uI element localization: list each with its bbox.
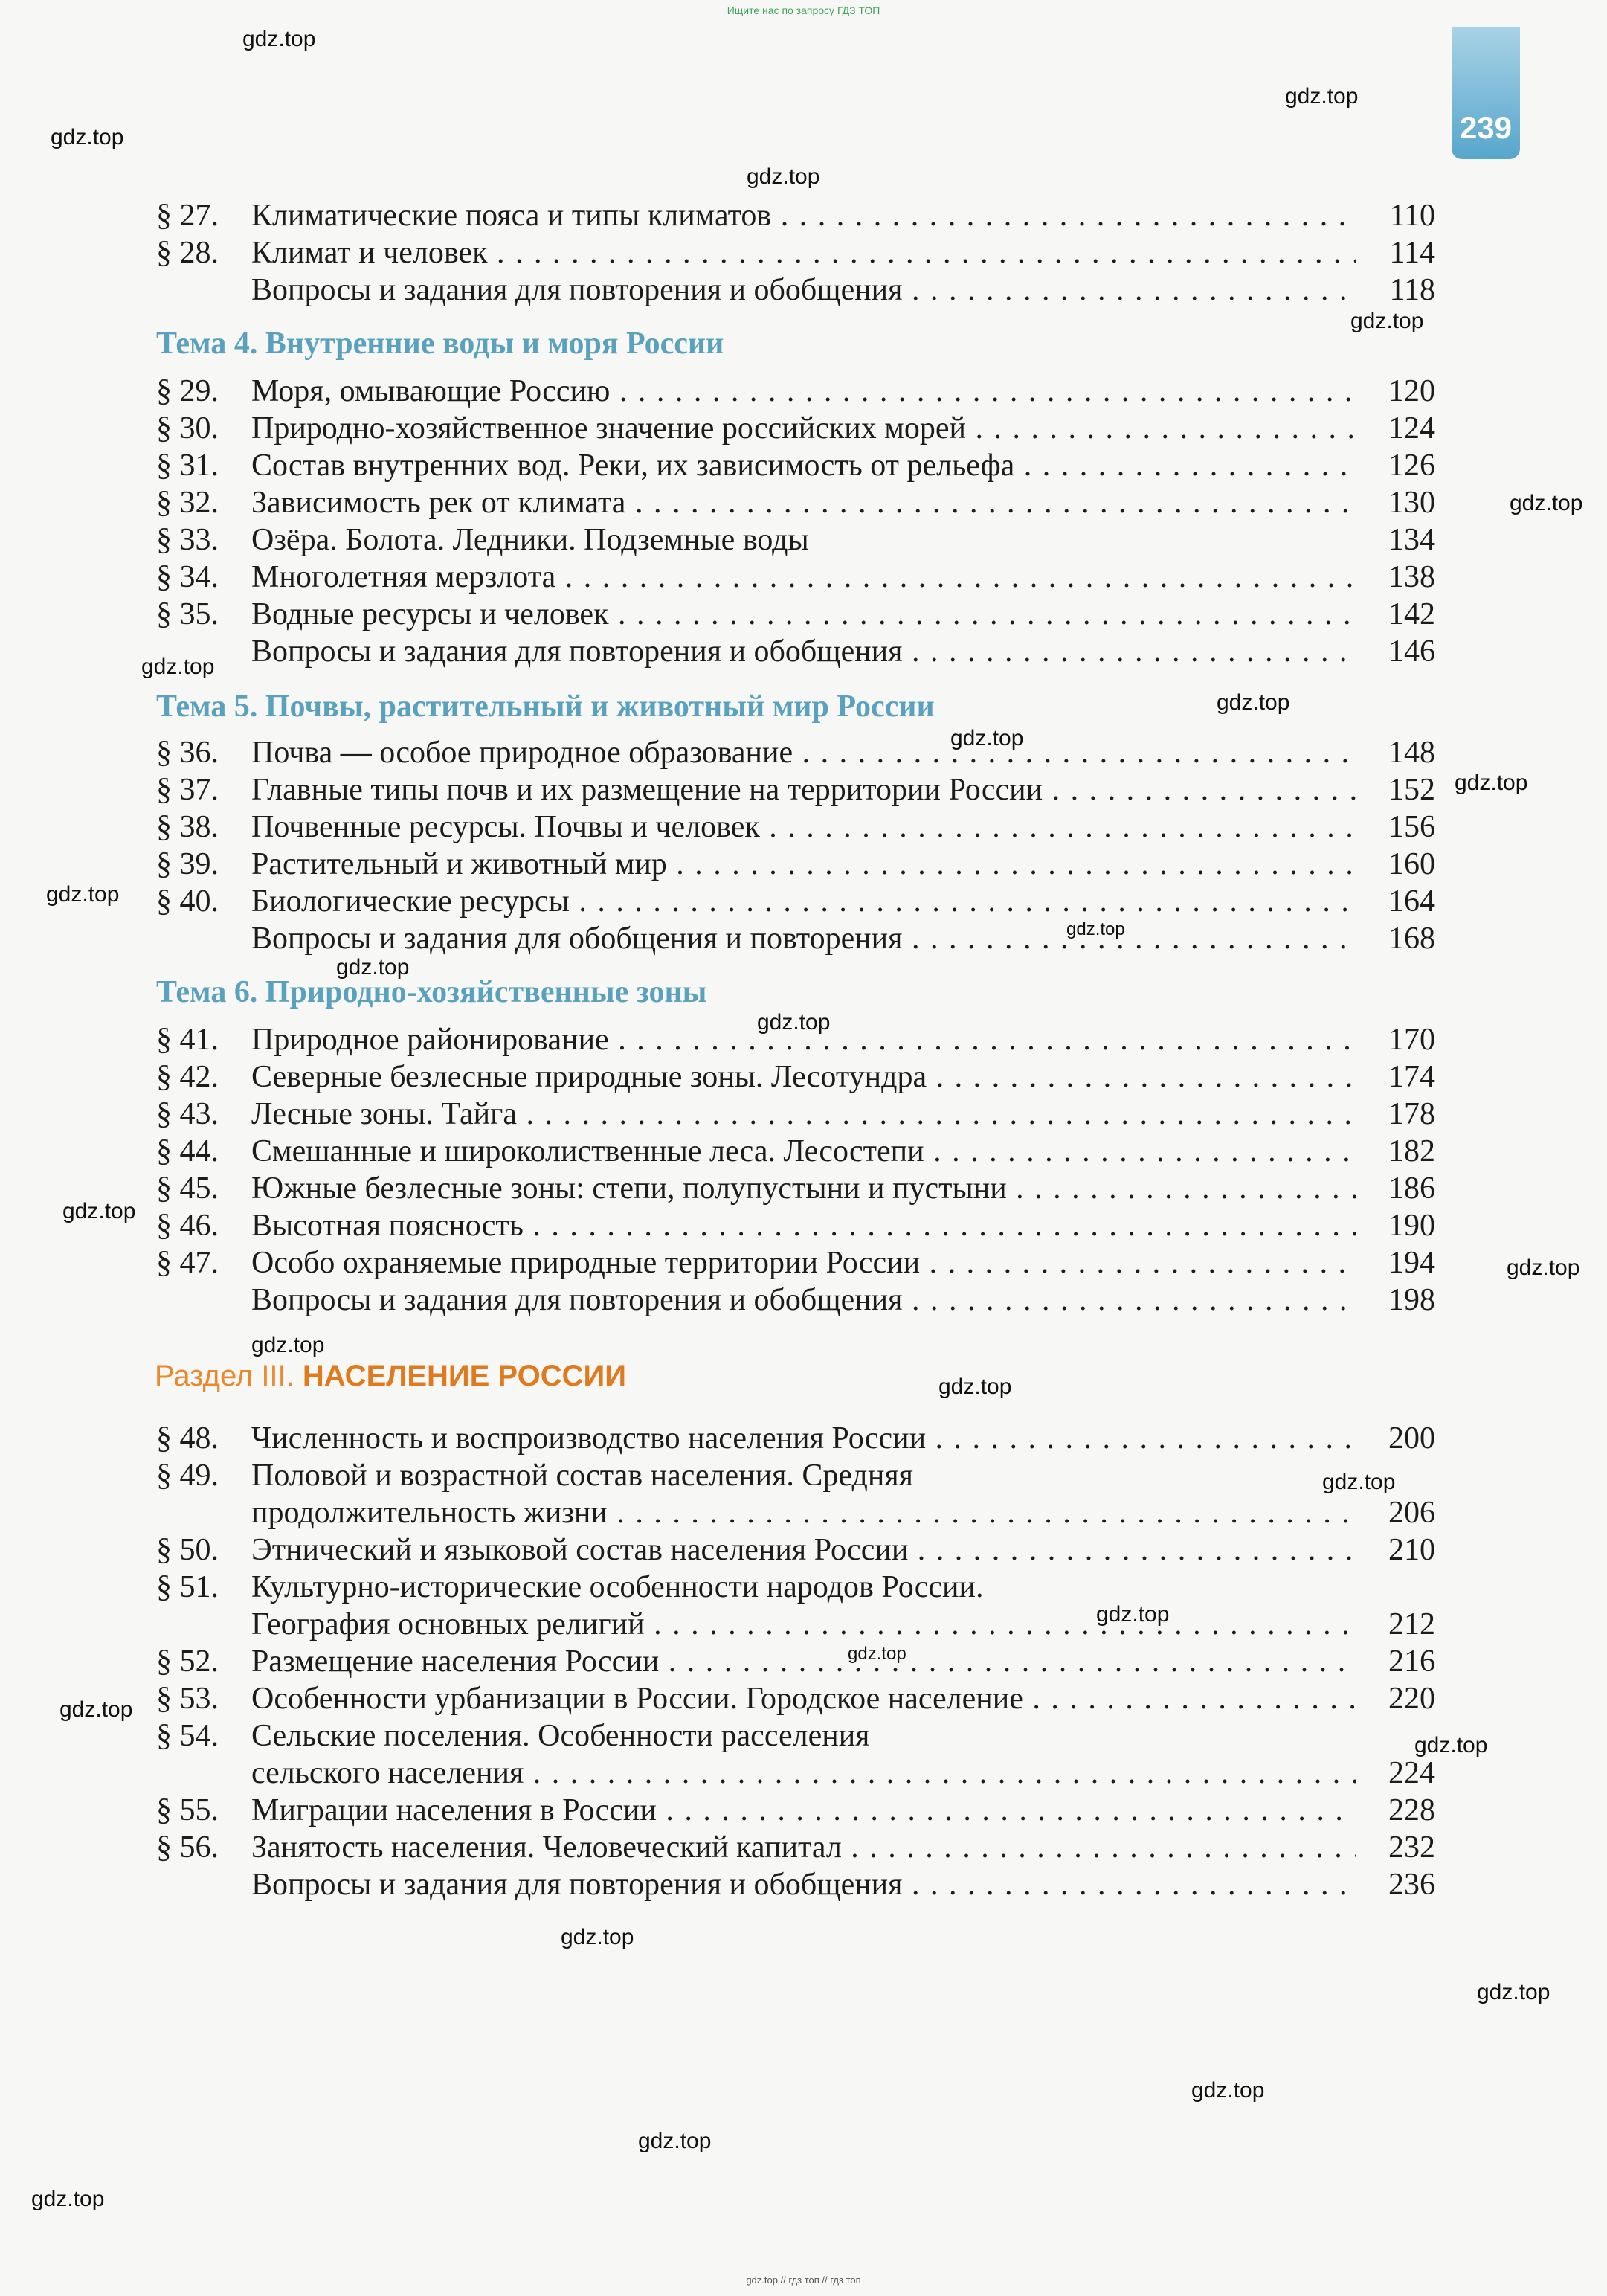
toc-row [0, 772, 1607, 809]
paragraph-title: Вопросы и задания для обобщения и повторения . . . [251, 921, 1356, 956]
toc-row [0, 1644, 1607, 1681]
bottom-note: gdz.top // гдз топ // гдз топ [746, 2274, 861, 2286]
watermark: gdz.top [1191, 2078, 1265, 2103]
section-label: Раздел III. [155, 1360, 294, 1392]
paragraph-title: Водные ресурсы и человек . . . [251, 596, 1356, 632]
paragraph-title: География основных религий . . . [251, 1607, 1356, 1642]
toc-row [0, 411, 1607, 448]
watermark: gdz.top [757, 1010, 831, 1035]
page-ref: 168 [1388, 922, 1435, 956]
toc-row [0, 1792, 1607, 1830]
toc-row [0, 1569, 1607, 1607]
page-ref: 198 [1388, 1283, 1435, 1317]
paragraph-title: Вопросы и задания для повторения и обобщения . . . [251, 634, 1356, 669]
page-ref: 178 [1388, 1097, 1435, 1131]
paragraph-title: продолжительность жизни . . . [251, 1495, 1356, 1531]
paragraph-title: Моря, омывающие Россию . . . [251, 373, 1356, 409]
watermark: gdz.top [1066, 919, 1125, 939]
toc-row [0, 1208, 1607, 1245]
toc-row [0, 1755, 1607, 1792]
page-ref: 200 [1388, 1421, 1435, 1456]
watermark: gdz.top [1285, 84, 1359, 109]
paragraph-title: Лесные зоны. Тайга . . . [251, 1096, 1356, 1132]
paragraph-title: Миграции населения в России . . . [251, 1792, 1356, 1828]
paragraph-number: § 54. [156, 1719, 219, 1753]
toc-row [0, 1421, 1607, 1458]
paragraph-title: Озёра. Болота. Ледники. Подземные воды [251, 523, 809, 557]
page-ref: 232 [1388, 1830, 1435, 1865]
page-ref: 174 [1388, 1060, 1435, 1094]
page-ref: 236 [1388, 1868, 1435, 1902]
paragraph-number: § 52. [156, 1644, 219, 1679]
paragraph-title: Главные типы почв и их размещение на территории России . . . [251, 772, 1356, 808]
paragraph-number: § 36. [156, 736, 219, 770]
section-heading [155, 1360, 626, 1393]
watermark: gdz.top [336, 955, 410, 980]
toc-row [0, 522, 1607, 559]
paragraph-title: Южные безлесные зоны: степи, полупустыни и пустыни . . . [251, 1171, 1356, 1206]
paragraph-number: § 46. [156, 1209, 219, 1243]
paragraph-title: Численность и воспроизводство населения России . . . [251, 1421, 1356, 1456]
paragraph-title: Особо охраняемые природные территории России . . . [251, 1245, 1356, 1281]
page-ref: 186 [1388, 1171, 1435, 1206]
page-number-tab [1452, 27, 1520, 159]
toc-row [0, 634, 1607, 671]
paragraph-title: Климат и человек . . . [251, 235, 1356, 271]
paragraph-title: Почвенные ресурсы. Почвы и человек . . . [251, 809, 1356, 845]
toc-row [0, 884, 1607, 921]
toc-row [0, 1458, 1607, 1495]
paragraph-title: Этнический и языковой состав населения России . . . [251, 1532, 1356, 1568]
page-ref: 110 [1389, 199, 1435, 233]
paragraph-title: Состав внутренних вод. Реки, их зависимость от рельефа . . . [251, 448, 1356, 483]
paragraph-number: § 50. [156, 1533, 219, 1567]
page-ref: 152 [1388, 773, 1435, 807]
paragraph-number: § 39. [156, 847, 219, 881]
toc-row [0, 1532, 1607, 1569]
toc-row [0, 373, 1607, 411]
watermark: gdz.top [638, 2129, 712, 2153]
paragraph-number: § 27. [156, 199, 219, 233]
watermark: gdz.top [1322, 1470, 1396, 1494]
paragraph-number: § 51. [156, 1570, 219, 1604]
watermark: gdz.top [242, 27, 316, 51]
paragraph-number: § 38. [156, 810, 219, 844]
toc-row [0, 448, 1607, 485]
paragraph-number: § 29. [156, 374, 219, 408]
paragraph-title: Зависимость рек от климата . . . [251, 485, 1356, 521]
paragraph-number: § 37. [156, 773, 219, 807]
paragraph-number: § 55. [156, 1793, 219, 1827]
paragraph-title: Занятость населения. Человеческий капитал . . . [251, 1830, 1356, 1865]
toc-row [0, 846, 1607, 884]
paragraph-title: Вопросы и задания для повторения и обобщения . . . [251, 1282, 1356, 1318]
toc-row [0, 198, 1607, 235]
page-ref: 114 [1389, 236, 1435, 270]
watermark: gdz.top [1350, 309, 1424, 333]
watermark: gdz.top [1477, 1980, 1550, 2004]
watermark: gdz.top [59, 1697, 133, 1722]
toc-row [0, 1171, 1607, 1208]
toc-row [0, 735, 1607, 772]
paragraph-number: § 41. [156, 1023, 219, 1057]
paragraph-title: Вопросы и задания для повторения и обобщения . . . [251, 1867, 1356, 1903]
watermark: gdz.top [1096, 1602, 1170, 1627]
toc-row [0, 1681, 1607, 1718]
page-ref: 126 [1388, 448, 1435, 483]
page-ref: 224 [1388, 1756, 1435, 1790]
paragraph-number: § 43. [156, 1097, 219, 1131]
paragraph-title: Климатические пояса и типы климатов . . . [251, 198, 1356, 234]
toc-row [0, 485, 1607, 522]
toc-row [0, 1096, 1607, 1133]
toc-row [0, 1133, 1607, 1171]
toc-row [0, 596, 1607, 634]
paragraph-number: § 45. [156, 1171, 219, 1206]
paragraph-title: Сельские поселения. Особенности расселения [251, 1719, 870, 1753]
page-ref: 134 [1388, 523, 1435, 557]
watermark: gdz.top [62, 1199, 136, 1223]
paragraph-title: Биологические ресурсы . . . [251, 884, 1356, 919]
watermark: gdz.top [51, 125, 124, 149]
paragraph-title: Почва — особое природное образование . . . [251, 735, 1356, 771]
paragraph-title: Половой и возрастной состав населения. Средняя [251, 1459, 913, 1493]
paragraph-title: Особенности урбанизации в России. Городское население . . . [251, 1681, 1356, 1717]
page-ref: 170 [1388, 1023, 1435, 1057]
paragraph-number: § 34. [156, 560, 219, 594]
toc-row [0, 1059, 1607, 1096]
page-ref: 130 [1388, 486, 1435, 520]
toc-row [0, 809, 1607, 846]
watermark: gdz.top [1507, 1255, 1580, 1280]
page-ref: 156 [1388, 810, 1435, 844]
watermark: gdz.top [31, 2187, 105, 2211]
page-ref: 228 [1388, 1793, 1435, 1827]
paragraph-number: § 32. [156, 486, 219, 520]
watermark: gdz.top [1414, 1733, 1488, 1758]
paragraph-number: § 42. [156, 1060, 219, 1094]
paragraph-number: § 49. [156, 1459, 219, 1493]
section-name: НАСЕЛЕНИЕ РОССИИ [302, 1360, 626, 1392]
paragraph-number: § 47. [156, 1246, 219, 1280]
topic-heading-5: Тема 5. Почвы, растительный и животный мир России [156, 689, 935, 724]
watermark: gdz.top [561, 1925, 634, 1949]
page-ref: 118 [1389, 273, 1435, 307]
paragraph-number: § 48. [156, 1421, 219, 1456]
paragraph-title: сельского населения . . . [251, 1755, 1356, 1791]
page-ref: 160 [1388, 847, 1435, 881]
page-ref: 190 [1388, 1209, 1435, 1243]
watermark: gdz.top [1455, 771, 1528, 795]
page-number: 239 [1459, 110, 1513, 145]
paragraph-number: § 30. [156, 411, 219, 446]
paragraph-title: Смешанные и широколиственные леса. Лесостепи . . . [251, 1133, 1356, 1169]
paragraph-number: § 44. [156, 1134, 219, 1168]
watermark: gdz.top [1217, 690, 1290, 715]
paragraph-number: § 53. [156, 1682, 219, 1716]
paragraph-number: § 31. [156, 448, 219, 483]
watermark: gdz.top [1510, 491, 1583, 515]
watermark: gdz.top [950, 726, 1024, 750]
watermark: gdz.top [848, 1644, 906, 1664]
page-ref: 210 [1388, 1533, 1435, 1567]
paragraph-title: Природное районирование . . . [251, 1022, 1356, 1058]
paragraph-number: § 33. [156, 523, 219, 557]
paragraph-title: Растительный и животный мир . . . [251, 846, 1356, 882]
page-ref: 206 [1388, 1496, 1435, 1530]
paragraph-title: Размещение населения России . . . [251, 1644, 1356, 1679]
paragraph-number: § 40. [156, 884, 219, 919]
watermark: gdz.top [251, 1333, 325, 1357]
page-ref: 220 [1388, 1682, 1435, 1716]
toc-row [0, 1867, 1607, 1904]
topic-heading-6: Тема 6. Природно-хозяйственные зоны [156, 975, 707, 1009]
toc-row [0, 1022, 1607, 1059]
page-ref: 164 [1388, 884, 1435, 919]
paragraph-title: Культурно-исторические особенности народов России. [251, 1570, 984, 1604]
page-ref: 146 [1388, 634, 1435, 669]
page-ref: 148 [1388, 736, 1435, 770]
toc-row [0, 559, 1607, 596]
paragraph-title: Природно-хозяйственное значение российских морей . . . [251, 411, 1356, 446]
paragraph-title: Вопросы и задания для повторения и обобщения . . . [251, 272, 1356, 308]
page-ref: 142 [1388, 597, 1435, 631]
paragraph-title: Многолетняя мерзлота . . . [251, 559, 1356, 595]
watermark: gdz.top [938, 1374, 1012, 1399]
page-ref: 138 [1388, 560, 1435, 594]
toc-row [0, 1495, 1607, 1532]
topic-heading-4: Тема 4. Внутренние воды и моря России [156, 327, 724, 361]
paragraph-number: § 56. [156, 1830, 219, 1865]
page-ref: 212 [1388, 1607, 1435, 1641]
page-ref: 216 [1388, 1644, 1435, 1679]
toc-row [0, 272, 1607, 309]
paragraph-title: Высотная поясность . . . [251, 1208, 1356, 1244]
paragraph-number: § 28. [156, 236, 219, 270]
toc-row [0, 921, 1607, 958]
toc-row [0, 1718, 1607, 1755]
page-ref: 194 [1388, 1246, 1435, 1280]
paragraph-number: § 35. [156, 597, 219, 631]
top-note: Ищите нас по запросу ГДЗ ТОП [727, 4, 880, 16]
watermark: gdz.top [747, 164, 820, 189]
watermark: gdz.top [46, 882, 120, 907]
toc-row [0, 235, 1607, 272]
paragraph-title: Северные безлесные природные зоны. Лесотундра . . . [251, 1059, 1356, 1095]
page-ref: 124 [1388, 411, 1435, 446]
page-ref: 120 [1388, 374, 1435, 408]
watermark: gdz.top [141, 655, 215, 679]
page-ref: 182 [1388, 1134, 1435, 1168]
toc-row [0, 1282, 1607, 1319]
toc-row [0, 1830, 1607, 1867]
toc-row [0, 1245, 1607, 1282]
toc-row [0, 1607, 1607, 1644]
